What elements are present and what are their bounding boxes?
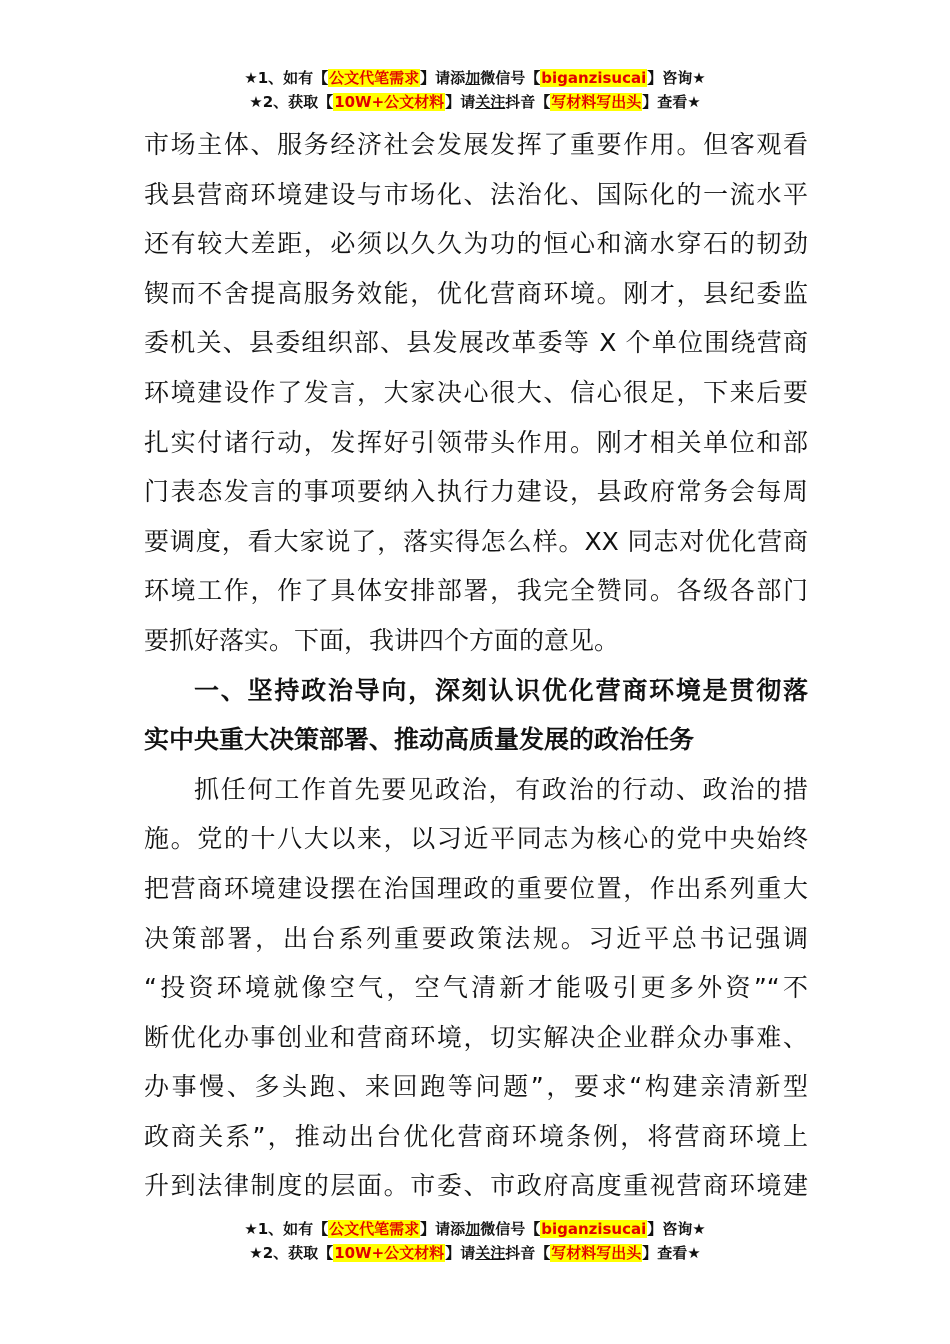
promo-text-underlined: 关注 bbox=[475, 93, 506, 111]
promo-highlight: 10W+公文材料 bbox=[334, 93, 445, 111]
promo-banner-top bbox=[0, 66, 950, 114]
body-line: 把营商环境建设摆在治国理政的重要位置，作出系列重大 bbox=[144, 873, 808, 903]
promo-highlight: 写材料写出头 bbox=[551, 93, 642, 111]
promo-highlight: 公文代笔需求 bbox=[329, 69, 420, 87]
body-line: 门表态发言的事项要纳入执行力建设，县政府常务会每周 bbox=[144, 477, 808, 507]
promo-text: 】咨询★ bbox=[647, 69, 706, 87]
promo-text: 】查看★ bbox=[642, 93, 701, 111]
promo-highlight: 写材料写出头 bbox=[551, 1244, 642, 1262]
promo-line-2 bbox=[0, 1241, 950, 1265]
section-heading: 一、坚持政治导向，深刻认识优化营商环境是贯彻落 bbox=[194, 675, 808, 705]
promo-text: 】请 bbox=[445, 1244, 476, 1262]
body-line: 委机关、县委组织部、县发展改革委等 X 个单位围绕营商 bbox=[144, 328, 808, 358]
promo-text-underlined: 加 bbox=[465, 1220, 481, 1238]
promo-text-underlined: 关注 bbox=[475, 1244, 506, 1262]
promo-text: ★2、获取【 bbox=[249, 93, 334, 111]
body-line: 决策部署，出台系列重要政策法规。习近平总书记强调 bbox=[144, 923, 808, 953]
body-line: 环境工作，作了具体安排部署，我完全赞同。各级各部门 bbox=[144, 576, 808, 606]
promo-text: 】查看★ bbox=[642, 1244, 701, 1262]
promo-text: 】请添 bbox=[420, 69, 466, 87]
promo-text: 】请添 bbox=[420, 1220, 466, 1238]
promo-line-2 bbox=[0, 90, 950, 114]
document-body bbox=[144, 120, 808, 1211]
body-line: 要抓好落实。下面，我讲四个方面的意见。 bbox=[144, 625, 620, 655]
body-line: 要调度，看大家说了，落实得怎么样。XX 同志对优化营商 bbox=[144, 526, 808, 556]
promo-line-1 bbox=[0, 66, 950, 90]
promo-highlight: 公文代笔需求 bbox=[329, 1220, 420, 1238]
body-line: 环境建设作了发言，大家决心很大、信心很足，下来后要 bbox=[144, 377, 808, 407]
body-line: 抓任何工作首先要见政治，有政治的行动、政治的措 bbox=[194, 774, 808, 804]
section-heading: 实中央重大决策部署、推动高质量发展的政治任务 bbox=[144, 725, 695, 755]
body-line: 断优化办事创业和营商环境，切实解决企业群众办事难、 bbox=[144, 1022, 808, 1052]
promo-line-1 bbox=[0, 1217, 950, 1241]
body-line: 我县营商环境建设与市场化、法治化、国际化的一流水平 bbox=[144, 179, 808, 209]
body-line: 政商关系”，推动出台优化营商环境条例，将营商环境上 bbox=[144, 1121, 808, 1151]
promo-text: 抖音【 bbox=[505, 1244, 551, 1262]
promo-text: ★1、如有【 bbox=[244, 69, 329, 87]
body-line: 锲而不舍提高服务效能，优化营商环境。刚才，县纪委监 bbox=[144, 278, 808, 308]
body-line: 还有较大差距，必须以久久为功的恒心和滴水穿石的韧劲 bbox=[144, 229, 808, 259]
promo-highlight: biganzisucai bbox=[541, 69, 647, 87]
promo-highlight: 10W+公文材料 bbox=[334, 1244, 445, 1262]
promo-text: ★1、如有【 bbox=[244, 1220, 329, 1238]
promo-text-underlined: 加 bbox=[465, 69, 481, 87]
promo-text: 微信号【 bbox=[480, 69, 541, 87]
promo-text: 】请 bbox=[445, 93, 476, 111]
promo-text: ★2、获取【 bbox=[249, 1244, 334, 1262]
body-line: 市场主体、服务经济社会发展发挥了重要作用。但客观看 bbox=[144, 130, 808, 159]
promo-highlight: biganzisucai bbox=[541, 1220, 647, 1238]
body-line: 升到法律制度的层面。市委、市政府高度重视营商环境建 bbox=[144, 1171, 808, 1201]
body-line: “投资环境就像空气，空气清新才能吸引更多外资”“不 bbox=[144, 973, 808, 1003]
promo-text: 】咨询★ bbox=[647, 1220, 706, 1238]
body-line: 施。党的十八大以来，以习近平同志为核心的党中央始终 bbox=[144, 824, 808, 854]
promo-banner-bottom bbox=[0, 1217, 950, 1265]
promo-text: 抖音【 bbox=[505, 93, 551, 111]
promo-text: 微信号【 bbox=[480, 1220, 541, 1238]
body-line: 扎实付诸行动，发挥好引领带头作用。刚才相关单位和部 bbox=[144, 427, 808, 457]
body-line: 办事慢、多头跑、来回跑等问题”，要求“构建亲清新型 bbox=[144, 1072, 808, 1102]
